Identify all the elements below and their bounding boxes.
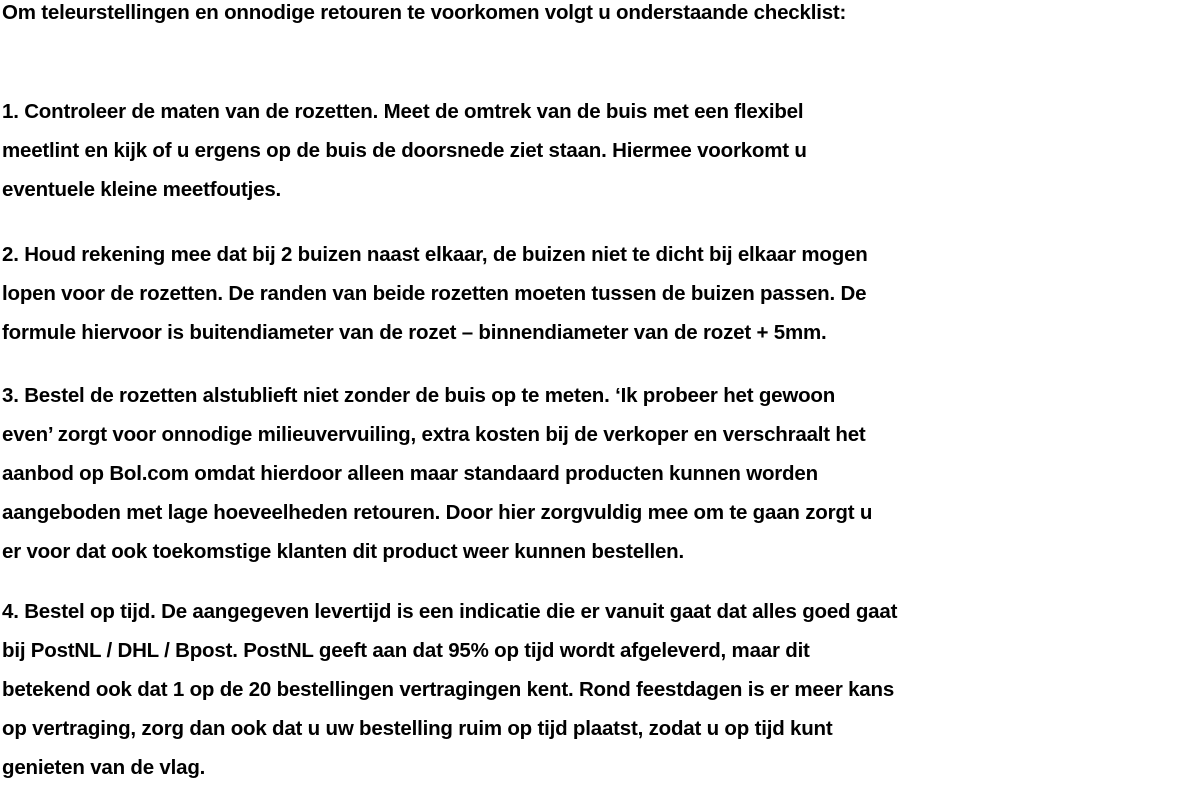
- text-line: meetlint en kijk of u ergens op de buis de doorsnede ziet staan. Hiermee voorkomt u: [2, 139, 807, 162]
- text-line: aanbod op Bol.com omdat hierdoor alleen maar standaard producten kunnen worden: [2, 462, 818, 485]
- text-line: 1. Controleer de maten van de rozetten. Meet de omtrek van de buis met een flexibel: [2, 100, 804, 123]
- text-line: eventuele kleine meetfoutjes.: [2, 178, 282, 201]
- text-line: even’ zorgt voor onnodige milieuvervuiling, extra kosten bij de verkoper en verschraalt het: [2, 423, 866, 446]
- text-line: bij PostNL / DHL / Bpost. PostNL geeft aan dat 95% op tijd wordt afgeleverd, maar dit: [2, 639, 810, 662]
- text-line: er voor dat ook toekomstige klanten dit product weer kunnen bestellen.: [2, 540, 684, 563]
- text-line: 3. Bestel de rozetten alstublieft niet zonder de buis op te meten. ‘Ik probeer het gewoon: [2, 384, 836, 407]
- text-line: 2. Houd rekening mee dat bij 2 buizen naast elkaar, de buizen niet te dicht bij elkaar mogen: [2, 243, 868, 266]
- text-line: op vertraging, zorg dan ook dat u uw bestelling ruim op tijd plaatst, zodat u op tijd kunt: [2, 717, 833, 740]
- text-line: lopen voor de rozetten. De randen van beide rozetten moeten tussen de buizen passen. De: [2, 282, 867, 305]
- text-line: formule hiervoor is buitendiameter van de rozet – binnendiameter van de rozet + 5mm.: [2, 321, 827, 344]
- text-line: betekend ook dat 1 op de 20 bestellingen vertragingen kent. Rond feestdagen is er meer kans: [2, 678, 895, 701]
- intro-text: Om teleurstellingen en onnodige retouren te voorkomen volgt u onderstaande checklist:: [2, 1, 847, 24]
- text-line: 4. Bestel op tijd. De aangegeven levertijd is een indicatie die er vanuit gaat dat alles goed gaat: [2, 600, 898, 623]
- text-line: aangeboden met lage hoeveelheden retouren. Door hier zorgvuldig mee om te gaan zorgt u: [2, 501, 873, 524]
- text-line: genieten van de vlag.: [2, 756, 206, 779]
